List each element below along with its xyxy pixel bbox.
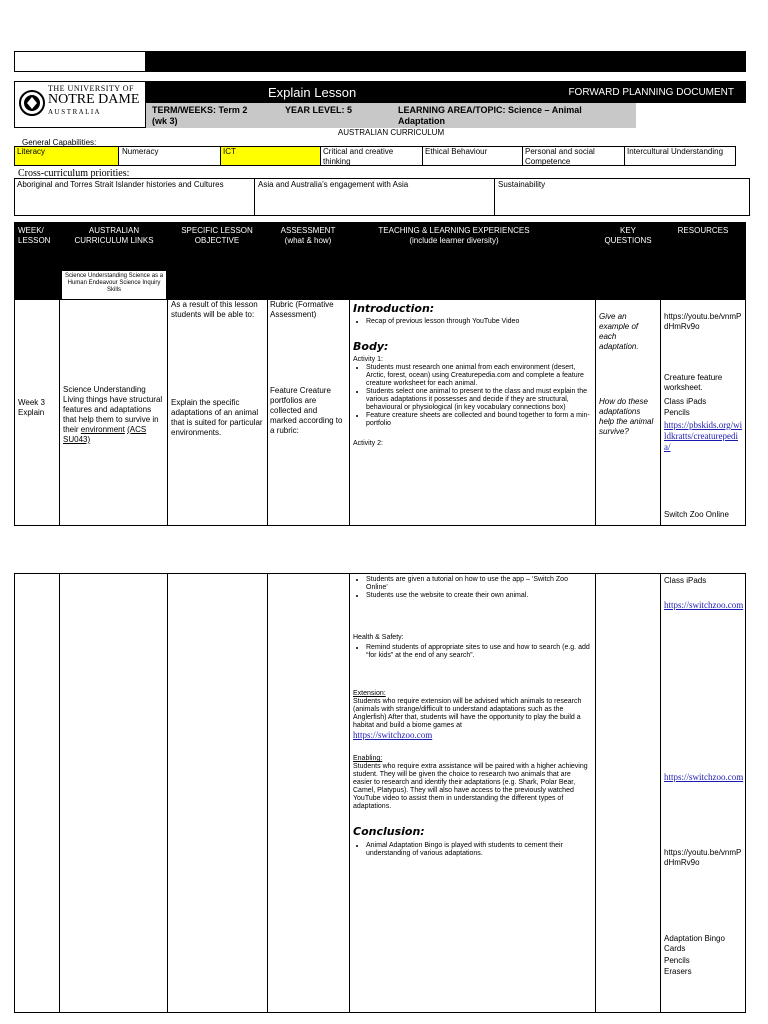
year-level: YEAR LEVEL: 5 <box>285 105 353 115</box>
row1-resource-worksheet: Creature feature worksheet. <box>664 373 723 392</box>
row2-resource-youtube[interactable]: https://youtu.be/vnmPdHmRv9o <box>664 848 742 867</box>
table-header-cells <box>14 222 746 299</box>
row1-curriculum-text: Science Understanding Living things have structural features and adaptations that help them to survive in their <box>63 385 163 434</box>
activity1-list <box>353 364 591 428</box>
row2-resource-pencils: Pencils <box>664 956 690 965</box>
row2-resource-ipads: Class iPads <box>664 576 707 585</box>
term-weeks: TERM/WEEKS: Term 2 (wk 3) <box>152 105 248 126</box>
row1-resource-switchzoo: Switch Zoo Online <box>664 510 729 519</box>
row1-assessment-top: Rubric (Formative Assessment) <box>270 300 334 319</box>
header-week: WEEK/ LESSON <box>18 226 51 245</box>
enabling-heading: Enabling: <box>353 755 383 762</box>
health-list <box>353 644 591 660</box>
row1-key-question-2: How do these adaptations help the animal survive? <box>599 397 654 436</box>
logo-box <box>14 81 146 128</box>
row1-curriculum-link-environment[interactable]: environment <box>80 425 125 434</box>
intro-list <box>353 318 591 326</box>
priority-asia: Asia and Australia’s engagement with Asia <box>255 179 495 215</box>
header-key-questions: KEY QUESTIONS <box>604 226 652 245</box>
general-capabilities-label: General Capabilities: <box>22 138 97 147</box>
activity1-item: • Students must research one animal from each environment (desert, Arctic, forest, ocean) using Creaturepedia.com and complete a feature creature worksheet for each animal. <box>366 364 591 388</box>
cross-curriculum-label: Cross-curriculum priorities: <box>18 168 130 179</box>
header-objective: SPECIFIC LESSON OBJECTIVE <box>181 226 253 245</box>
row1-resource-pencils: Pencils <box>664 408 690 417</box>
capability-personal: Personal and social Competence <box>523 147 625 165</box>
extension-link[interactable]: https://switchzoo.com <box>353 730 433 740</box>
health-heading: Health & Safety: <box>353 634 404 641</box>
conclusion-heading: Conclusion: <box>353 825 425 838</box>
cross-curriculum-row <box>14 178 750 216</box>
extension-text: Students who require extension will be advised which animals to research (animals with strange/difficult to understand adaptations such as the Anglerfish) After that, students will have the opportunity to play the build a habitat and build a biome games at <box>353 698 582 729</box>
row2-resource-switchzoo-link-2[interactable]: https://switchzoo.com <box>664 772 744 782</box>
header-assessment: ASSESSMENT (what & how) <box>280 226 336 245</box>
row1-resource-youtube[interactable]: https://youtu.be/vnmPdHmRv9o <box>664 312 742 331</box>
university-crest-icon <box>18 86 46 120</box>
activity2-list <box>353 576 591 600</box>
priority-aboriginal: Aboriginal and Torres Strait Islander histories and Cultures <box>15 179 255 215</box>
extension-heading: Extension: <box>353 690 386 697</box>
row2-resource-switchzoo-link[interactable]: https://switchzoo.com <box>664 600 744 610</box>
activity2-item: • Students are given a tutorial on how to use the app – ‘Switch Zoo Online’ <box>366 576 591 592</box>
row2-teaching <box>353 576 591 858</box>
row1-resource-pbskids-link[interactable]: https://pbskids.org/wildkratts/creaturepedia/ <box>664 420 743 452</box>
health-item: • Remind students of appropriate sites to use and how to search (e.g. add “for kids” at the end of any search”. <box>366 644 591 660</box>
row1-curriculum <box>63 385 165 445</box>
top-name-box <box>14 51 146 72</box>
row1-curriculum-link-code[interactable]: (ACS SU043) <box>63 425 147 444</box>
header-curriculum-links: AUSTRALIAN CURRICULUM LINKS <box>74 226 154 245</box>
university-line3: A U S T R A L I A <box>48 108 100 116</box>
title-bar <box>146 81 746 103</box>
activity1-item: • Feature creature sheets are collected and bound together to form a min-portfolio <box>366 412 591 428</box>
intro-item: • Recap of previous lesson through YouTube Video <box>366 318 591 326</box>
curriculum-heading: AUSTRALIAN CURRICULUM <box>337 128 445 137</box>
header-resources: RESOURCES <box>677 226 729 235</box>
row1-week: Week 3 Explain <box>18 398 45 417</box>
header-teaching: TEACHING & LEARNING EXPERIENCES (include learner diversity) <box>378 226 530 245</box>
table-row <box>14 299 746 526</box>
activity2-item: • Students use the website to create their own animal. <box>366 592 591 600</box>
row1-resource-ipads: Class iPads <box>664 397 707 406</box>
capability-critical: Critical and creative thinking <box>321 147 423 165</box>
intro-heading: Introduction: <box>353 302 435 315</box>
capability-ethical: Ethical Behaviour <box>423 147 523 165</box>
capability-intercultural: Intercultural Understanding <box>627 147 724 156</box>
capability-ict: ICT <box>221 147 321 165</box>
activity1-item: • Students select one animal to present to the class and must explain the various adaptations it possesses and decide if they are structural, behavioural or physiological (in key vocabulary connections box) <box>366 388 591 412</box>
row1-objective-intro: As a result of this lesson students will be able to: <box>171 300 258 319</box>
header-curriculum-sub: Science Understanding Science as a Human Endeavour Science Inquiry Skills <box>62 271 166 299</box>
table-row <box>14 573 746 1013</box>
row2-resource-erasers: Erasers <box>664 967 692 976</box>
row1-assessment: Feature Creature portfolios are collected and marked according to a rubric: <box>270 386 343 435</box>
learning-area: LEARNING AREA/TOPIC: Science – Animal Adaptation <box>398 105 582 126</box>
conclusion-list <box>353 842 591 858</box>
conclusion-item: • Animal Adaptation Bingo is played with students to cement their understanding of various adaptations. <box>366 842 591 858</box>
lesson-title: Explain Lesson <box>268 85 357 100</box>
university-line1: THE UNIVERSITY OF <box>48 84 134 93</box>
enabling-text: Students who require extra assistance will be paired with a higher achieving student. They will be given the choice to research two animals that are easier to research and identify their adaptations (e.g. Shark, Polar Bear, Camel, Platypus). They will also have access to the previously watched YouTube video to assist them in understanding the different types of adaptations. <box>353 763 588 810</box>
priority-sustainability: Sustainability <box>498 180 546 189</box>
row1-objective: Explain the specific adaptations of an animal that is suited for particular environments. <box>171 398 263 437</box>
capability-literacy: Literacy <box>15 147 119 165</box>
row1-key-question-1: Give an example of each adaptation. <box>599 312 639 351</box>
body-heading: Body: <box>353 340 389 353</box>
capability-numeracy: Numeracy <box>119 147 221 165</box>
top-black-bar <box>146 51 746 72</box>
university-line2: NOTRE DAME <box>48 92 140 107</box>
row2-resource-bingo: Adaptation Bingo Cards <box>664 934 725 953</box>
doc-type: FORWARD PLANNING DOCUMENT <box>568 87 734 98</box>
row1-teaching <box>353 302 591 448</box>
activity1-label: Activity 1: <box>353 356 383 363</box>
capabilities-row <box>14 146 736 166</box>
activity2-label: Activity 2: <box>353 440 383 447</box>
term-row <box>146 103 636 128</box>
